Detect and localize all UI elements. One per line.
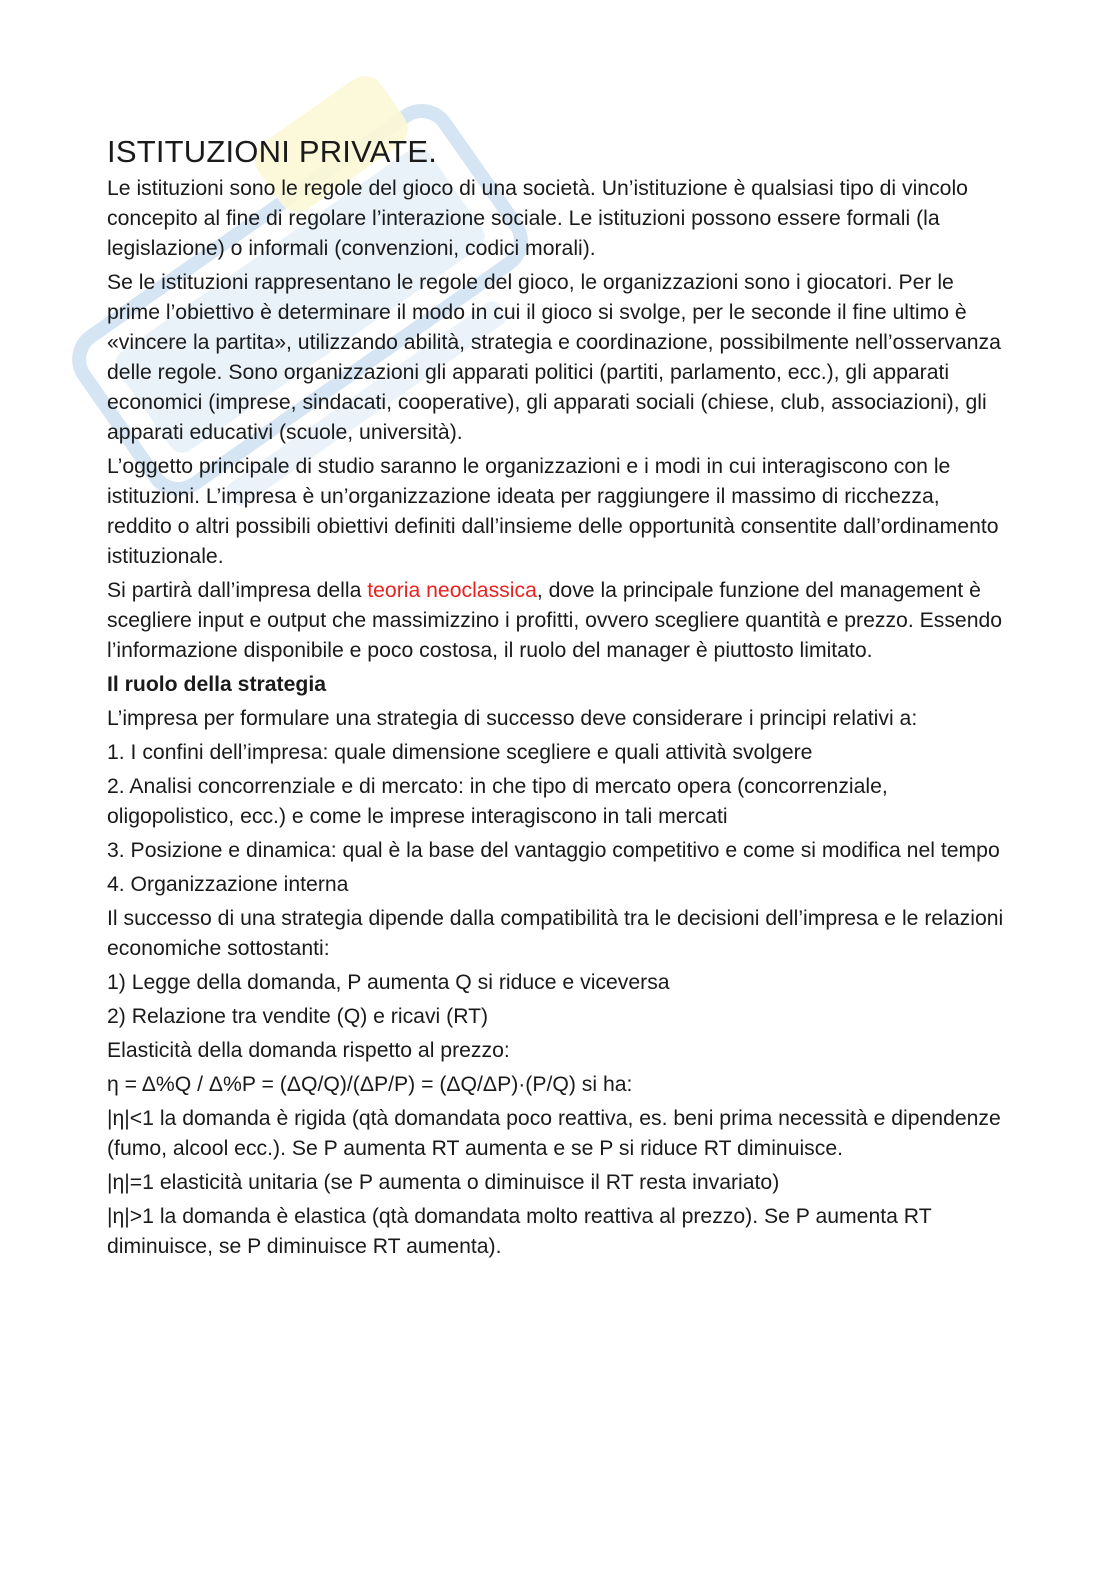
list-item: 4. Organizzazione interna: [107, 873, 349, 896]
highlight-neoclassical-theory: teoria neoclassica: [367, 579, 537, 602]
paragraph-neoclassical-start: Si partirà dall’impresa della: [107, 579, 368, 602]
elasticity-case-unitary: |η|=1 elasticità unitaria (se P aumenta o diminuisce il RT resta invariato): [107, 1171, 780, 1194]
document-title: ISTITUZIONI PRIVATE.: [107, 134, 438, 169]
relation-demand-law: 1) Legge della domanda, P aumenta Q si riduce e viceversa: [107, 971, 670, 994]
elasticity-title: Elasticità della domanda rispetto al prezzo:: [107, 1039, 510, 1062]
elasticity-case-rigid: |η|<1 la domanda è rigida (qtà domandata poco reattiva, es. beni prima necessità e dipendenze (fumo, alcool ecc.). Se P aumenta RT aumenta e se P si riduce RT diminuisce.: [107, 1107, 1001, 1160]
relation-sales-revenue: 2) Relazione tra vendite (Q) e ricavi (RT): [107, 1005, 489, 1028]
elasticity-case-elastic: |η|>1 la domanda è elastica (qtà domandata molto reattiva al prezzo). Se P aumenta RT diminuisce, se P diminuisce RT aumenta).: [107, 1205, 932, 1258]
list-item: 3. Posizione e dinamica: qual è la base del vantaggio competitivo e come si modifica nel tempo: [107, 839, 1000, 862]
paragraph-organizations: Se le istituzioni rappresentano le regole del gioco, le organizzazioni sono i giocatori. Per le prime l’obiettivo è determinare il modo in cui il gioco si svolge, per le seconde il fine ultimo è «vincere la partita», utilizzando abilità, strategia e coordinazione, possibilmente nell’osservanza delle regole. Sono organizzazioni gli apparati politici (partiti, parlamento, ecc.), gli apparati economici (imprese, sindacati, cooperative), gli apparati sociali (chiese, club, associazioni), gli apparati educativi (scuole, università).: [107, 271, 1001, 444]
paragraph-study-object: L’oggetto principale di studio saranno le organizzazioni e i modi in cui interagiscono con le istituzioni. L’impresa è un’organizzazione ideata per raggiungere il massimo di ricchezza, reddito o altri possibili obiettivi definiti dall’insieme delle opportunità consentite dall’ordinamento istituzionale.: [107, 455, 999, 568]
paragraph-strategy-success: Il successo di una strategia dipende dalla compatibilità tra le decisioni dell’impresa e le relazioni economiche sottostanti:: [107, 907, 1004, 960]
section-heading-strategy: Il ruolo della strategia: [107, 673, 326, 696]
paragraph-strategy-intro: L’impresa per formulare una strategia di successo deve considerare i principi relativi a:: [107, 707, 918, 730]
document-body: [107, 132, 1007, 1266]
list-item: 1. I confini dell’impresa: quale dimensione scegliere e quali attività svolgere: [107, 741, 813, 764]
list-item: 2. Analisi concorrenziale e di mercato: in che tipo di mercato opera (concorrenziale, oligopolistico, ecc.) e come le imprese interagiscono in tali mercati: [107, 775, 888, 828]
paragraph-neoclassical: [107, 576, 1007, 666]
paragraph-neoclassical-end: , dove la principale funzione del management è scegliere input e output che massimizzino i profitti, ovvero scegliere quantità e prezzo. Essendo l’informazione disponibile e poco costosa, il ruolo del manager è piuttosto limitato.: [107, 579, 1003, 662]
elasticity-formula: η = Δ%Q / Δ%P = (ΔQ/Q)/(ΔP/P) = (ΔQ/ΔP)·(P/Q) si ha:: [107, 1073, 633, 1096]
paragraph-institutions: Le istituzioni sono le regole del gioco di una società. Un’istituzione è qualsiasi tipo di vincolo concepito al fine di regolare l’interazione sociale. Le istituzioni possono essere formali (la legislazione) o informali (convenzioni, codici morali).: [107, 177, 968, 260]
